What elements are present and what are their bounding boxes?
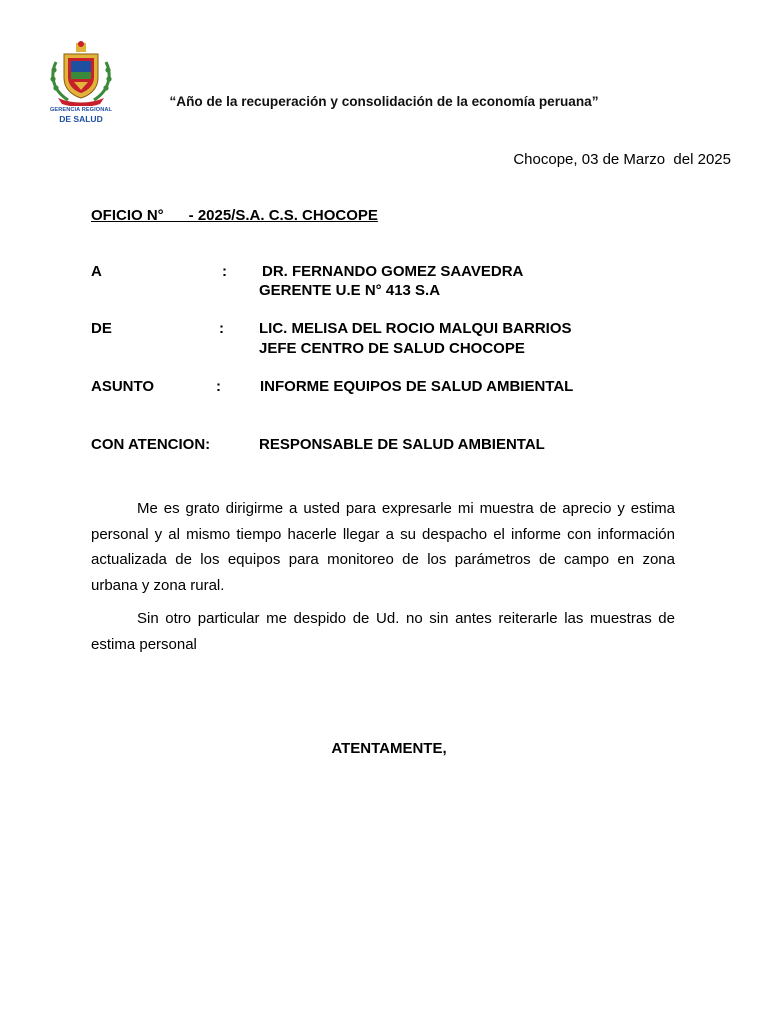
to-role: GERENTE U.E N° 413 S.A [259,282,441,299]
subject-colon: : [216,378,221,395]
logo-text-line2: DE SALUD [59,114,103,124]
from-colon: : [219,320,224,337]
oficio-number: OFICIO N° - 2025/S.A. C.S. CHOCOPE [91,207,378,224]
from-name: LIC. MELISA DEL ROCIO MALQUI BARRIOS [259,320,572,337]
to-colon: : [222,263,227,280]
gerencia-regional-logo [44,40,118,124]
closing: ATENTAMENTE, [331,740,447,757]
subject-label: ASUNTO [91,378,155,395]
to-name: DR. FERNANDO GOMEZ SAAVEDRA [262,263,524,280]
subject-value: INFORME EQUIPOS DE SALUD AMBIENTAL [260,378,574,395]
from-role: JEFE CENTRO DE SALUD CHOCOPE [259,340,525,357]
body-paragraph-1: Me es grato dirigirme a usted para expresarle mi muestra de aprecio y estima personal y al mismo tiempo hacerle llegar a su despacho el informe con información actualizada de los equipos para monitoreo de los parámetros de campo en zona urbana y zona rural. [91,500,675,594]
date-line: Chocope, 03 de Marzo del 2025 [513,151,731,168]
body-paragraph-2: Sin otro particular me despido de Ud. no sin antes reiterarle las muestras de estima personal [91,610,675,653]
attention-value: RESPONSABLE DE SALUD AMBIENTAL [259,436,545,453]
logo-text-line1: GERENCIA REGIONAL [49,107,113,113]
from-label: DE [91,320,112,337]
year-motto: “Año de la recuperación y consolidación de la economía peruana” [169,94,599,109]
to-label: A [91,263,102,280]
attention-label: CON ATENCION: [91,436,211,453]
